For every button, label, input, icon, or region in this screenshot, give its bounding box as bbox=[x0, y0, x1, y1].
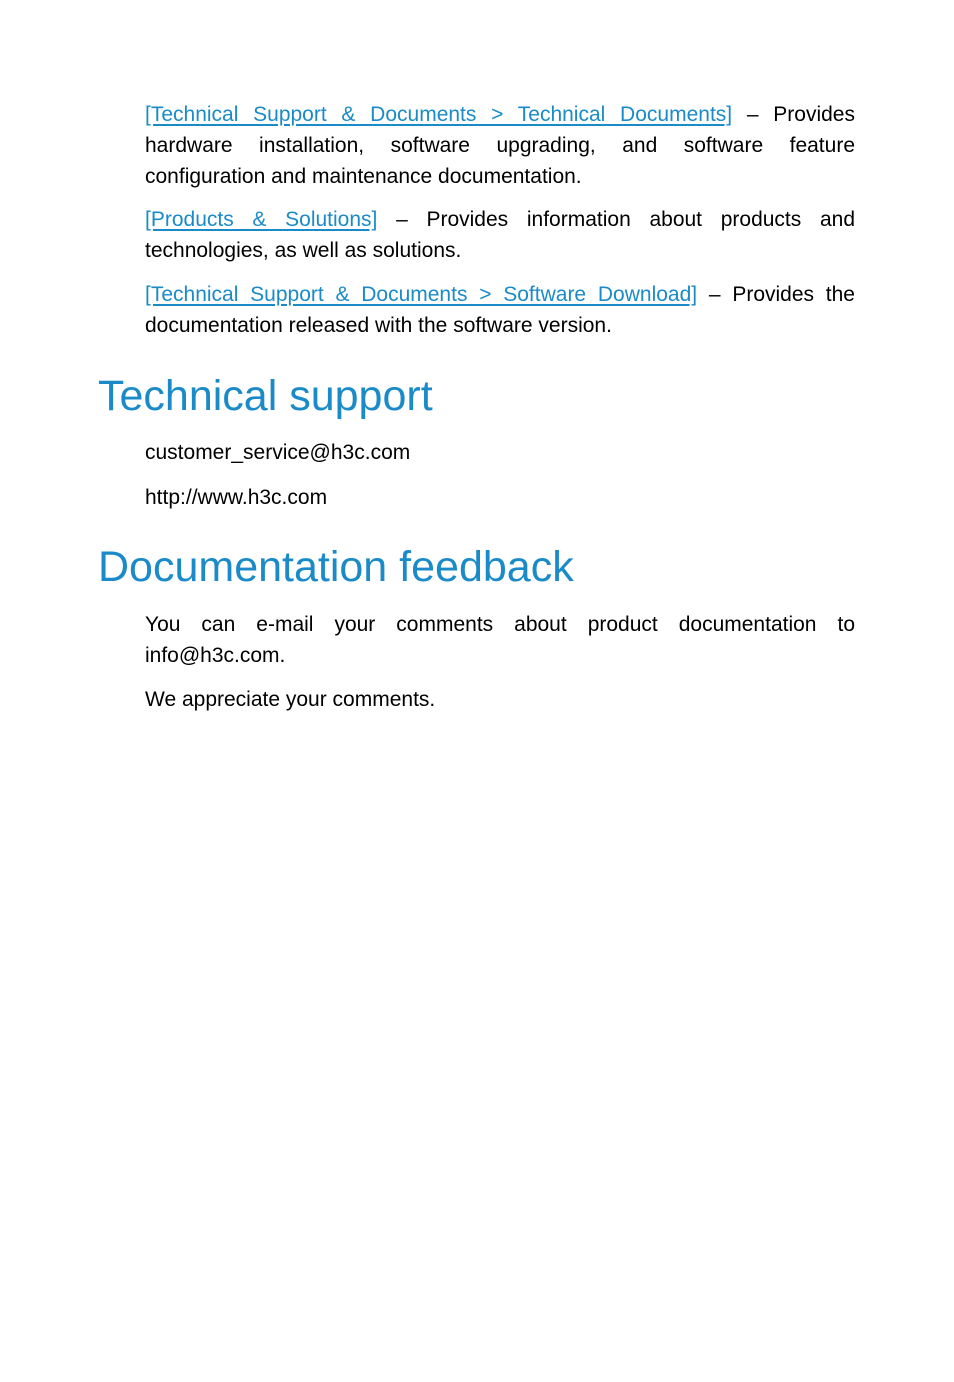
support-website: http://www.h3c.com bbox=[145, 486, 328, 509]
products-solutions-description: – Provides information about products and technologies, as well as solutions. bbox=[145, 208, 856, 262]
technical-documents-description: – Provides hardware installation, software upgrading, and software feature configuration and maintenance documentation. bbox=[145, 103, 855, 188]
resource-item-technical-documents bbox=[145, 99, 855, 192]
resource-item-software-download bbox=[145, 279, 855, 341]
software-download-link[interactable]: [Technical Support & Documents > Software Download] bbox=[145, 283, 698, 306]
technical-support-heading: Technical support bbox=[98, 372, 433, 420]
technical-documents-link[interactable]: [Technical Support & Documents > Technical Documents] bbox=[145, 103, 733, 126]
resource-item-products-solutions bbox=[145, 204, 855, 266]
documentation-feedback-heading: Documentation feedback bbox=[98, 543, 574, 591]
feedback-closing: We appreciate your comments. bbox=[145, 688, 436, 711]
software-download-description: – Provides the documentation released with the software version. bbox=[145, 283, 855, 337]
support-email: customer_service@h3c.com bbox=[145, 441, 411, 464]
feedback-body: You can e-mail your comments about product documentation to info@h3c.com. bbox=[145, 613, 855, 667]
products-solutions-link[interactable]: [Products & Solutions] bbox=[145, 208, 378, 231]
